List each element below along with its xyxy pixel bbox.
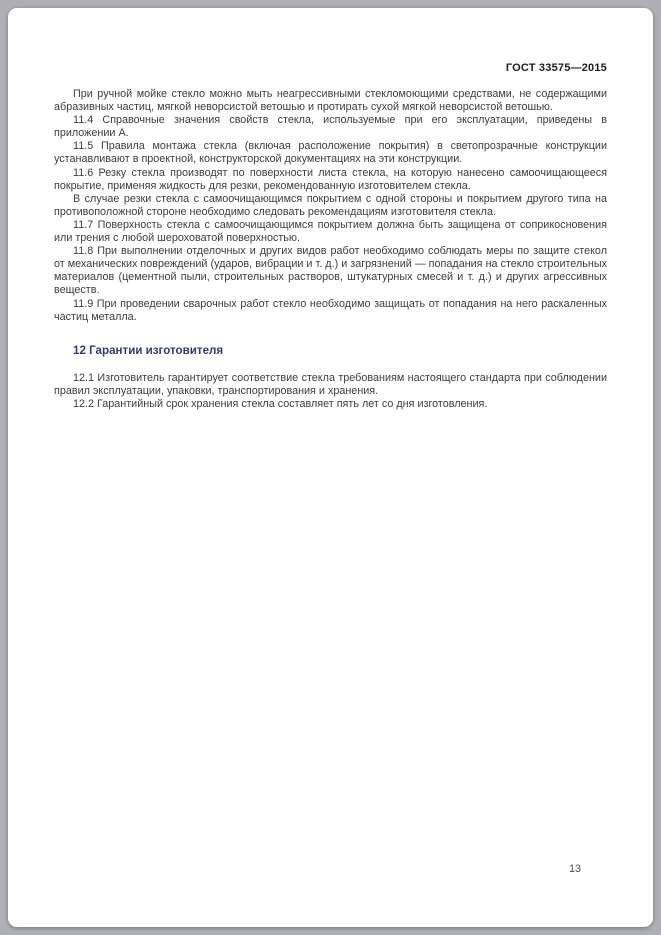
paragraph: 12.2 Гарантийный срок хранения стекла составляет пять лет со дня изготовления. bbox=[73, 397, 488, 410]
document-page bbox=[8, 8, 653, 927]
paragraph: 11.7 Поверхность стекла с самоочищающимся покрытием должна быть защищена от соприкосновения или трения с любой шероховатой поверхностью. bbox=[54, 218, 607, 245]
paragraph: 12.1 Изготовитель гарантирует соответствие стекла требованиям настоящего стандарта при соблюдении правил эксплуатации, упаковки, транспортирования и хранения. bbox=[54, 371, 607, 397]
document-body bbox=[54, 88, 607, 411]
paragraph: 11.5 Правила монтажа стекла (включая расположение покрытия) в светопрозрачные конструкции устанавливают в проектной, конструкторской документациях на эти конструкции. bbox=[54, 140, 607, 166]
paragraph: 11.6 Резку стекла производят по поверхности листа стекла, на которую нанесено самоочищающееся покрытие, применяя жидкость для резки, рекомендованную изготовителем стекла. bbox=[54, 166, 607, 192]
doc-standard-number: ГОСТ 33575—2015 bbox=[505, 62, 607, 74]
paragraph: При ручной мойке стекло можно мыть неагрессивными стекломоющими средствами, не содержащими абразивных частиц, мягкой неворсистой ветошью и протирать сухой мягкой неворсистой ветошью. bbox=[54, 88, 607, 114]
section-heading-12: 12 Гарантии изготовителя bbox=[73, 343, 224, 357]
paragraph: 11.9 При проведении сварочных работ стекло необходимо защищать от попадания на него раскаленных частиц металла. bbox=[54, 297, 607, 323]
paragraph: В случае резки стекла с самоочищающимся покрытием с одной стороны и покрытием другого типа на противоположной стороне необходимо следовать рекомендациям изготовителя стекла. bbox=[54, 192, 607, 218]
paragraph: 11.4 Справочные значения свойств стекла, используемые при его эксплуатации, приведены в приложении А. bbox=[54, 114, 607, 140]
page-number: 13 bbox=[568, 863, 581, 875]
paragraph: 11.8 При выполнении отделочных и других видов работ необходимо соблюдать меры по защите стекол от механических повреждений (ударов, вибрации и т. д.) и загрязнений — попадания на стекло строительных материалов (цементной пыли, строительных растворов, штукатурных смесей и т. д.) и других агрессивных веществ. bbox=[54, 245, 607, 297]
